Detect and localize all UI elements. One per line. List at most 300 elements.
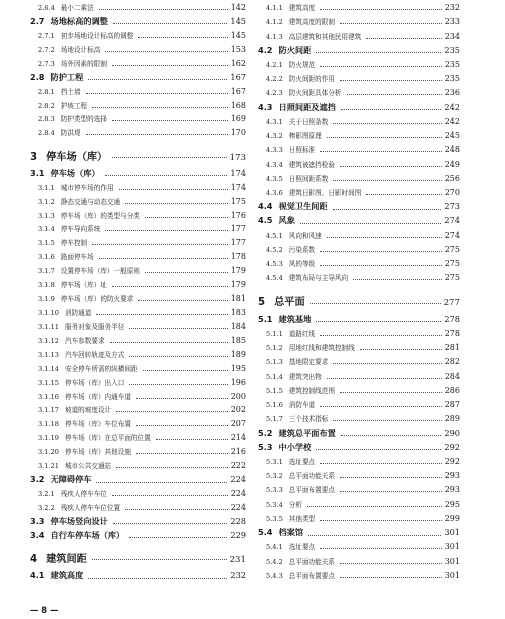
dot-leader xyxy=(129,383,227,385)
dot-leader xyxy=(113,522,228,524)
toc-entry xyxy=(30,251,246,261)
toc-entry-title: 总平面功能关系 xyxy=(288,472,335,481)
toc-entry-page: 228 xyxy=(230,515,246,526)
toc-entry xyxy=(258,272,460,282)
toc-entry-title: 汽车参数要求 xyxy=(64,336,105,345)
toc-entry-title: 初步场地设计标高的调整 xyxy=(60,31,134,40)
toc-entry-title: 三个技术指标 xyxy=(288,415,329,424)
toc-entry-page: 301 xyxy=(444,542,460,552)
dot-leader xyxy=(360,348,442,350)
toc-entry-page: 185 xyxy=(230,335,246,345)
toc-entry-number: 4.3.5 xyxy=(266,174,283,183)
toc-entry-number: 5.3 xyxy=(258,441,273,452)
dot-leader xyxy=(143,369,228,371)
toc-entry xyxy=(30,550,246,565)
dot-leader xyxy=(366,193,441,195)
dot-leader xyxy=(88,577,227,579)
toc-entry-number: 5.1.6 xyxy=(266,401,283,409)
toc-entry-title: 用地红线和建筑控制线 xyxy=(288,344,355,353)
dot-leader xyxy=(96,481,227,483)
toc-entry-number: 2.7.2 xyxy=(38,45,55,54)
toc-entry xyxy=(258,215,460,226)
toc-entry-number: 4.5.2 xyxy=(266,245,283,254)
toc-entry-number: 3.1.5 xyxy=(38,239,55,248)
toc-entry xyxy=(258,31,460,41)
toc-entry-number: 2.6.4 xyxy=(38,4,55,12)
toc-entry xyxy=(30,58,246,68)
toc-entry-title: 挡土墙 xyxy=(60,87,81,96)
toc-entry xyxy=(258,541,460,551)
toc-entry xyxy=(30,113,246,123)
dot-leader xyxy=(119,188,228,190)
toc-entry-title: 残疾人停车车位位置 xyxy=(60,503,121,512)
toc-entry-page: 275 xyxy=(444,244,460,254)
toc-entry xyxy=(258,293,460,308)
toc-entry xyxy=(258,371,460,381)
toc-entry-title: 停车场（库）车位布置 xyxy=(64,420,131,429)
dot-leader xyxy=(112,156,226,158)
toc-entry-page: 173 xyxy=(229,152,246,163)
toc-entry xyxy=(30,570,246,581)
toc-entry-title: 设置停车场（库）一般原则 xyxy=(60,267,140,276)
toc-entry-number: 5.3.4 xyxy=(266,500,283,509)
toc-entry-number: 4.2.3 xyxy=(266,89,283,98)
toc-entry-number: 5.4 xyxy=(258,527,273,538)
dot-leader xyxy=(320,65,442,67)
toc-entry-title: 服务对象及服务半径 xyxy=(64,322,125,331)
dot-leader xyxy=(105,50,227,52)
toc-entry xyxy=(258,342,460,352)
dot-leader xyxy=(110,341,228,343)
toc-entry-page: 174 xyxy=(230,167,246,178)
toc-entry-number: 3.1.1 xyxy=(38,183,55,192)
toc-entry-number: 5.2 xyxy=(258,427,273,438)
toc-entry-page: 286 xyxy=(444,385,460,395)
dot-leader xyxy=(308,534,441,536)
dot-leader xyxy=(340,391,442,393)
toc-entry-page: 184 xyxy=(230,321,246,331)
toc-entry-title: 棒影图原理 xyxy=(288,132,322,141)
toc-entry-title: 停车场（库）的类型与分类 xyxy=(60,211,140,220)
toc-entry-title: 防火间距 xyxy=(278,44,312,55)
toc-entry xyxy=(30,460,246,470)
toc-entry xyxy=(258,570,460,580)
dot-leader xyxy=(341,108,442,110)
toc-entry-number: 3.1.8 xyxy=(38,281,55,290)
toc-entry-number: 2.8.4 xyxy=(38,129,55,138)
toc-entry xyxy=(258,413,460,423)
toc-entry xyxy=(258,201,460,212)
dot-leader xyxy=(116,466,228,468)
toc-entry-page: 153 xyxy=(230,44,246,54)
dot-leader xyxy=(333,362,441,364)
toc-entry-title: 自行车停车场（库） xyxy=(50,529,125,540)
toc-entry-page: 301 xyxy=(444,556,460,566)
toc-entry-title: 高层建筑和其他民用建筑 xyxy=(288,32,362,41)
toc-entry-number: 3 xyxy=(30,151,38,163)
dot-leader xyxy=(129,536,227,538)
dot-leader xyxy=(316,320,441,322)
dot-leader xyxy=(320,150,442,152)
toc-entry-number: 5.1.5 xyxy=(266,386,283,395)
toc-entry-number: 3.1.7 xyxy=(38,267,55,276)
toc-entry xyxy=(30,86,246,96)
toc-entry-page: 224 xyxy=(230,474,246,484)
dot-leader xyxy=(333,122,441,124)
toc-entry-page: 232 xyxy=(230,570,246,581)
toc-entry-title: 场地标高的调整 xyxy=(50,15,108,26)
toc-entry-title: 停车场（库） xyxy=(46,151,108,163)
toc-entry-number: 2.8.3 xyxy=(38,115,55,124)
toc-entry-number: 2.7.1 xyxy=(38,31,55,40)
toc-entry-number: 3.1.6 xyxy=(38,253,55,262)
toc-entry-page: 245 xyxy=(444,131,460,141)
dot-leader xyxy=(320,519,442,521)
toc-entry-title: 防火间距的作用 xyxy=(288,75,335,84)
toc-entry-page: 292 xyxy=(444,456,460,466)
toc-entry xyxy=(30,335,246,345)
toc-entry-page: 293 xyxy=(444,471,460,481)
toc-entry xyxy=(258,144,460,154)
toc-entry-page: 248 xyxy=(444,145,460,155)
dot-leader xyxy=(300,222,441,224)
toc-entry-page: 284 xyxy=(444,371,460,381)
dot-leader xyxy=(353,278,442,280)
toc-entry-title: 档案馆 xyxy=(278,527,304,538)
toc-entry-page: 270 xyxy=(444,188,460,197)
toc-entry-number: 3.1.9 xyxy=(38,295,55,303)
toc-entry-page: 242 xyxy=(444,116,460,126)
toc-entry-number: 4.4 xyxy=(258,201,273,212)
toc-entry-page: 162 xyxy=(230,58,246,68)
toc-entry xyxy=(30,182,246,192)
dot-leader xyxy=(366,37,441,39)
toc-entry-page: 235 xyxy=(444,74,460,84)
toc-entry-title: 总平面 xyxy=(274,297,305,308)
toc-entry-title: 汽车回转轨迹及方式 xyxy=(64,350,125,359)
toc-entry xyxy=(258,45,460,56)
toc-entry xyxy=(30,293,246,303)
toc-entry-page: 202 xyxy=(230,405,246,415)
toc-entry-number: 4.3.6 xyxy=(266,189,283,197)
toc-entry-title: 停车场（库）出入口 xyxy=(64,378,125,387)
toc-entry-title: 建筑高度 xyxy=(288,4,316,12)
toc-entry-number: 5.1.2 xyxy=(266,344,283,353)
dot-leader xyxy=(156,438,228,440)
toc-entry xyxy=(258,328,460,338)
toc-entry-number: 3.2.1 xyxy=(38,489,55,498)
toc-entry-number: 4 xyxy=(30,553,38,565)
toc-entry-number: 5.4.2 xyxy=(266,557,283,566)
toc-entry-number: 4.5.4 xyxy=(266,274,283,283)
toc-entry xyxy=(258,314,460,325)
toc-entry xyxy=(258,116,460,126)
toc-entry-title: 建筑总平面布置 xyxy=(278,427,336,438)
toc-entry-number: 3.1.16 xyxy=(38,392,59,401)
toc-entry-page: 249 xyxy=(444,159,460,169)
dot-leader xyxy=(92,558,227,560)
toc-entry-number: 3.1.3 xyxy=(38,211,55,220)
toc-entry xyxy=(258,456,460,466)
toc-entry xyxy=(258,428,460,439)
toc-entry-number: 3.1.18 xyxy=(38,420,59,429)
dot-leader xyxy=(129,355,227,357)
toc-entry-number: 5.1.4 xyxy=(266,372,283,381)
dot-leader xyxy=(340,576,442,578)
toc-entry-title: 消防车道 xyxy=(288,401,316,409)
toc-entry-title: 关于日照条数 xyxy=(288,117,329,126)
toc-entry-page: 214 xyxy=(230,433,246,443)
toc-entry-number: 3.1 xyxy=(30,167,45,178)
toc-entry-title: 城市公共交通站 xyxy=(64,462,112,471)
dot-leader xyxy=(320,8,442,10)
toc-entry-page: 174 xyxy=(230,182,246,192)
toc-entry-title: 风的等级 xyxy=(288,260,316,269)
toc-entry-number: 4.3 xyxy=(258,101,273,112)
toc-entry-page: 290 xyxy=(444,427,460,438)
toc-entry xyxy=(30,446,246,456)
toc-entry xyxy=(30,279,246,289)
toc-entry-number: 4.5 xyxy=(258,215,273,226)
toc-entry-number: 5.1.7 xyxy=(266,415,283,424)
toc-entry-title: 停车场（库）址 xyxy=(60,281,107,290)
toc-entry-number: 4.3.3 xyxy=(266,146,283,155)
dot-leader xyxy=(88,78,227,80)
toc-entry xyxy=(258,399,460,409)
dot-leader xyxy=(112,64,228,66)
toc-entry-title: 停车场竖向设计 xyxy=(50,515,108,526)
toc-entry xyxy=(258,130,460,140)
toc-entry-page: 299 xyxy=(444,513,460,523)
toc-entry-title: 选址要点 xyxy=(288,543,316,552)
dot-leader xyxy=(333,419,441,421)
dot-leader xyxy=(310,302,441,304)
toc-entry-page: 278 xyxy=(444,328,460,338)
toc-entry-title: 建筑布局与主导风向 xyxy=(288,274,349,283)
toc-entry-title: 城市停车场的作用 xyxy=(60,183,114,192)
toc-entry-number: 5 xyxy=(258,297,266,308)
toc-entry xyxy=(30,404,246,414)
toc-entry-number: 3.1.20 xyxy=(38,448,59,457)
toc-entry-page: 301 xyxy=(444,527,460,538)
toc-entry-title: 总平面功能关系 xyxy=(288,557,335,566)
toc-entry-title: 总平面布置要点 xyxy=(288,571,335,580)
dot-leader xyxy=(145,271,228,273)
toc-entry-title: 路面停车场 xyxy=(60,253,94,262)
toc-entry xyxy=(30,474,246,485)
toc-entry-page: 274 xyxy=(444,230,460,240)
toc-entry xyxy=(258,499,460,509)
toc-entry-page: 233 xyxy=(444,17,460,27)
dot-leader xyxy=(92,106,228,108)
toc-entry-page: 256 xyxy=(444,173,460,183)
toc-entry-page: 181 xyxy=(230,294,246,303)
toc-entry-number: 4.3.4 xyxy=(266,160,283,169)
toc-entry-page: 176 xyxy=(230,210,246,220)
dot-leader xyxy=(96,313,227,315)
toc-entry-page: 179 xyxy=(230,266,246,276)
toc-entry xyxy=(30,196,246,206)
toc-entry-title: 场外因素的限制 xyxy=(60,59,107,68)
dot-leader xyxy=(99,257,228,259)
toc-entry-title: 场地设计标高 xyxy=(60,45,101,54)
toc-entry-page: 224 xyxy=(230,502,246,512)
toc-entry-title: 中小学校 xyxy=(278,441,312,452)
toc-entry-page: 242 xyxy=(444,101,460,112)
dot-leader xyxy=(136,452,228,454)
toc-entry-title: 安全停车所需的纵横间距 xyxy=(64,364,138,373)
toc-entry-page: 234 xyxy=(444,31,460,41)
toc-entry-title: 建筑基地 xyxy=(278,313,312,324)
toc-entry xyxy=(258,385,460,395)
toc-entry xyxy=(258,527,460,538)
toc-entry-title: 建筑被遮挡检验 xyxy=(288,160,335,169)
toc-entry-title: 道路红线 xyxy=(288,329,316,338)
toc-entry-title: 停车场（库）的防火要求 xyxy=(60,295,134,303)
toc-entry xyxy=(258,484,460,494)
toc-entry-page: 292 xyxy=(444,441,460,452)
dot-leader xyxy=(320,334,442,336)
toc-entry xyxy=(30,168,246,179)
toc-entry xyxy=(258,513,460,523)
dot-leader xyxy=(105,174,228,176)
toc-entry xyxy=(258,442,460,453)
toc-entry-title: 防洪堤 xyxy=(60,129,81,138)
toc-entry-page: 231 xyxy=(229,554,246,565)
toc-entry xyxy=(258,102,460,113)
toc-entry-number: 3.2.2 xyxy=(38,503,55,512)
toc-entry-title: 污染系数 xyxy=(288,245,316,254)
toc-entry-page: 216 xyxy=(230,447,246,457)
toc-entry-number: 5.4.1 xyxy=(266,543,283,552)
dot-leader xyxy=(340,562,442,564)
toc-entry-number: 4.2 xyxy=(258,44,273,55)
toc-entry xyxy=(30,530,246,541)
dot-leader xyxy=(105,229,227,231)
dot-leader xyxy=(320,547,442,549)
dot-leader xyxy=(116,410,228,412)
toc-entry xyxy=(258,258,460,268)
dot-leader xyxy=(145,216,228,218)
toc-entry-number: 5.3.2 xyxy=(266,472,283,481)
toc-entry-page: 278 xyxy=(444,313,460,324)
dot-leader xyxy=(86,92,228,94)
toc-entry-page: 183 xyxy=(230,307,246,317)
toc-entry-page: 281 xyxy=(444,343,460,353)
toc-entry-title: 建筑控制线范围 xyxy=(288,386,335,395)
toc-entry xyxy=(30,148,246,163)
toc-entry-number: 2.8 xyxy=(30,71,45,82)
toc-entry-page: 195 xyxy=(230,363,246,373)
toc-entry xyxy=(30,100,246,110)
toc-entry-title: 无障碍停车 xyxy=(50,474,92,484)
toc-entry xyxy=(30,349,246,359)
toc-entry-title: 坡道的坡度设计 xyxy=(64,406,112,415)
toc-entry-number: 5.3.1 xyxy=(266,457,283,466)
toc-entry-number: 4.3.1 xyxy=(266,117,283,126)
toc-entry-page: 145 xyxy=(230,15,246,26)
toc-entry xyxy=(258,59,460,69)
toc-entry-page: 167 xyxy=(230,86,246,96)
toc-entry-page: 222 xyxy=(230,461,246,471)
toc-entry-title: 停车场（库） xyxy=(50,167,100,178)
toc-entry-page: 301 xyxy=(444,570,460,580)
toc-entry xyxy=(30,44,246,54)
toc-entry-title: 停车场（库）内通车道 xyxy=(64,392,131,401)
toc-entry xyxy=(30,516,246,527)
toc-entry-title: 建筑间距 xyxy=(46,553,87,565)
dot-leader xyxy=(340,476,442,478)
toc-entry xyxy=(30,377,246,387)
toc-entry-number: 2.7 xyxy=(30,15,45,26)
toc-entry-page: 289 xyxy=(444,414,460,424)
toc-entry-number: 5.3.3 xyxy=(266,486,283,495)
dot-leader xyxy=(340,22,442,24)
toc-entry-page: 232 xyxy=(444,3,460,12)
toc-entry-page: 168 xyxy=(230,100,246,110)
toc-entry-title: 风向和风速 xyxy=(288,231,322,240)
toc-entry xyxy=(30,363,246,373)
toc-entry-page: 207 xyxy=(230,419,246,429)
toc-entry-title: 停车场（库）在总平面的位置 xyxy=(64,434,151,443)
toc-entry xyxy=(30,432,246,442)
toc-entry-page: 235 xyxy=(444,59,460,69)
toc-entry-number: 3.1.12 xyxy=(38,336,59,345)
toc-entry-page: 177 xyxy=(230,224,246,234)
toc-entry-page: 170 xyxy=(230,128,246,138)
dot-leader xyxy=(86,133,228,135)
dot-leader xyxy=(138,36,227,38)
toc-entry-number: 5.1.1 xyxy=(266,329,283,338)
dot-leader xyxy=(125,508,228,510)
toc-entry-title: 建筑日影图、日影时间图 xyxy=(288,189,362,197)
toc-entry-title: 消防通道 xyxy=(64,308,92,317)
toc-entry xyxy=(30,2,246,12)
toc-entry-page: 235 xyxy=(444,44,460,55)
toc-entry-number: 5.1 xyxy=(258,313,273,324)
toc-entry-title: 静态交通与动态交通 xyxy=(60,197,121,206)
dot-leader xyxy=(112,285,228,287)
toc-entry-page: 275 xyxy=(444,259,460,269)
toc-entry-page: 179 xyxy=(230,280,246,290)
toc-entry-title: 日照间距及遮挡 xyxy=(278,101,336,112)
dot-leader xyxy=(136,397,228,399)
toc-entry-title: 防护类型的选择 xyxy=(60,115,107,124)
toc-entry xyxy=(30,223,246,233)
toc-entry xyxy=(30,127,246,137)
toc-entry xyxy=(258,73,460,83)
toc-entry-page: 178 xyxy=(230,252,246,262)
toc-entry-number: 4.5.3 xyxy=(266,260,283,269)
toc-entry-title: 视觉卫生间距 xyxy=(278,201,328,212)
dot-leader xyxy=(341,434,442,436)
dot-leader xyxy=(340,79,442,81)
toc-entry xyxy=(30,321,246,331)
toc-entry-title: 停车场（库）其他设施 xyxy=(64,448,131,457)
toc-entry-page: 196 xyxy=(230,377,246,387)
toc-entry-title: 防火规范 xyxy=(288,60,316,69)
dot-leader xyxy=(92,243,228,245)
toc-entry-page: 169 xyxy=(230,114,246,124)
toc-entry-number: 3.1.2 xyxy=(38,197,55,206)
toc-entry-number: 4.5.1 xyxy=(266,231,283,240)
toc-entry xyxy=(30,502,246,512)
toc-entry-page: 200 xyxy=(230,391,246,401)
toc-entry-number: 3.4 xyxy=(30,529,45,540)
toc-entry-page: 175 xyxy=(230,196,246,206)
dot-leader xyxy=(136,424,228,426)
toc-entry-page: 273 xyxy=(444,201,460,212)
